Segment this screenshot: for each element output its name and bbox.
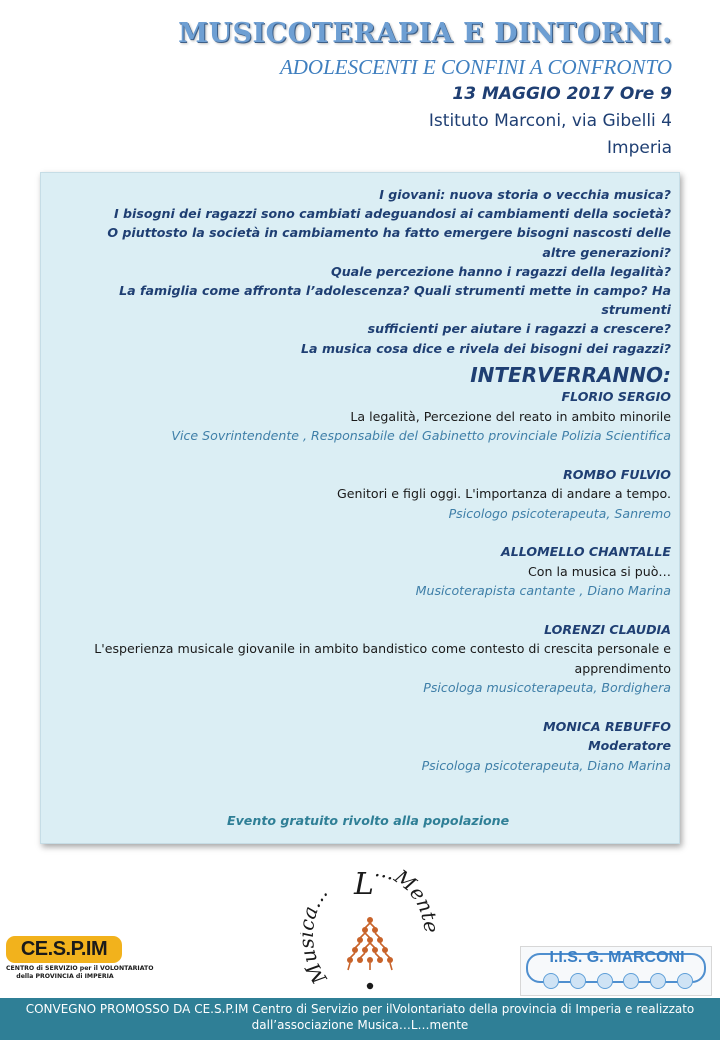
marconi-logo-icons <box>543 973 693 989</box>
person-icon <box>650 973 666 989</box>
speaker-role: Vice Sovrintendente , Responsabile del Gabinetto provinciale Polizia Scientifica <box>171 428 671 443</box>
speaker-lorenzi <box>51 620 671 698</box>
musica-mente-logo-graphic <box>300 858 440 998</box>
svg-text:L: L <box>354 867 374 902</box>
speaker-florio <box>51 387 671 446</box>
question-line: Quale percezione hanno i ragazzi della legalità? <box>331 263 671 279</box>
compass-icon <box>677 973 693 989</box>
chip-icon <box>623 973 639 989</box>
marconi-logo-name: I.I.S. G. MARCONI <box>549 949 685 966</box>
speaker-topic: Con la musica si può… <box>528 563 671 579</box>
event-subtitle: ADOLESCENTI E CONFINI A CONFRONTO <box>279 55 672 79</box>
cespim-logo-subtitle-2: della PROVINCIA di IMPERIA <box>16 973 114 980</box>
event-header <box>178 14 672 162</box>
speaker-topic: La legalità, Percezione del reato in ambito minorile <box>350 408 671 424</box>
globe-icon <box>543 973 559 989</box>
footer-line: CONVEGNO PROMOSSO DA CE.S.P.IM Centro di Servizio per ilVolontariato della provincia di Imperia e realizzato <box>25 1002 695 1016</box>
cespim-logo-name: CE.S.P.IM <box>6 936 122 963</box>
speaker-rombo <box>51 465 671 524</box>
musica-mente-logo <box>300 858 440 998</box>
speaker-moderator-label: Moderatore <box>588 738 671 753</box>
speaker-role: Psicologa musicoterapeuta, Bordighera <box>423 680 671 695</box>
event-title: MUSICOTERAPIA E DINTORNI. <box>178 18 672 49</box>
book-icon <box>597 973 613 989</box>
event-date: 13 MAGGIO 2017 Ore 9 <box>452 84 672 104</box>
speaker-topic: L'esperienza musicale giovanile in ambito bandistico come contesto di crescita personale e <box>94 641 671 656</box>
gear-icon <box>570 973 586 989</box>
questions-block <box>51 185 671 358</box>
speaker-topic: Genitori e figli oggi. L'importanza di andare a tempo. <box>337 486 671 501</box>
speaker-name: FLORIO SERGIO <box>561 389 671 404</box>
speakers-heading: INTERVERRANNO: <box>470 363 671 387</box>
speaker-role: Psicologo psicoterapeuta, Sanremo <box>448 505 671 521</box>
marconi-logo <box>520 946 712 996</box>
question-line: La famiglia come affronta l’adolescenza? Quali strumenti mette in campo? Ha strumenti <box>119 283 671 318</box>
speaker-rebuffo <box>51 717 671 776</box>
cespim-logo-subtitle: CENTRO di SERVIZIO per il VOLONTARIATO <box>6 965 154 972</box>
speaker-topic: apprendimento <box>574 660 671 676</box>
free-event-note: Evento gratuito rivolto alla popolazione <box>227 813 510 828</box>
speaker-name: MONICA REBUFFO <box>543 718 671 734</box>
speaker-role: Musicoterapista cantante , Diano Marina <box>415 583 671 598</box>
question-line: sufficienti per aiutare i ragazzi a crescere? <box>367 321 671 337</box>
speaker-name: ALLOMELLO CHANTALLE <box>501 544 671 559</box>
svg-text:...Mente: ...Ment <box>373 858 440 924</box>
speaker-allomello <box>51 542 671 601</box>
question-line: I bisogni dei ragazzi sono cambiati adeguandosi ai cambiamenti della società? <box>113 206 671 222</box>
question-line: La musica cosa dice e rivela dei bisogni dei ragazzi? <box>301 340 671 356</box>
program-panel <box>40 172 680 844</box>
speakers-section <box>51 363 671 794</box>
speaker-name: ROMBO FULVIO <box>563 466 671 482</box>
question-line: altre generazioni? <box>542 244 671 260</box>
question-line: I giovani: nuova storia o vecchia musica? <box>379 187 671 202</box>
event-venue: Istituto Marconi, via Gibelli 4 <box>428 111 672 131</box>
svg-text:Musica...: M ... <box>300 880 333 989</box>
speaker-role: Psicologa psicoterapeuta, Diano Marina <box>421 757 671 773</box>
event-city: Imperia <box>607 138 672 158</box>
footer-line: dall’associazione Musica…L…mente <box>251 1018 469 1032</box>
speaker-name: LORENZI CLAUDIA <box>544 621 671 637</box>
cespim-logo <box>6 936 154 981</box>
question-line: O piuttosto la società in cambiamento ha fatto emergere bisogni nascosti delle <box>107 225 671 241</box>
footer-banner <box>0 998 720 1040</box>
